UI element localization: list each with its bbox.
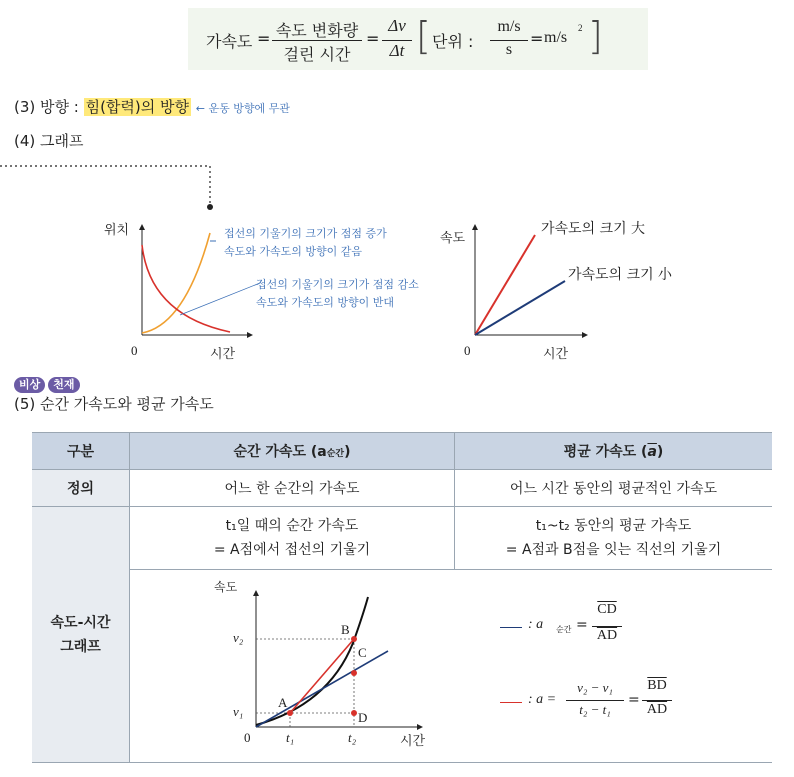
section-3 — [14, 96, 290, 117]
formula-unit-label: 단위 : — [432, 32, 474, 51]
badge-cheonjae: 천재 — [48, 377, 79, 393]
g1-xlabel: 시간 — [210, 347, 236, 362]
g3-label-b: B — [341, 622, 350, 637]
formula-num1: 속도 변화량 — [275, 21, 359, 40]
point-c — [351, 670, 357, 676]
g1-note2a: 접선의 기울기의 크기가 점점 감소 — [256, 278, 419, 291]
tangent-line — [256, 651, 388, 727]
formula-lhs: 가속도 — [206, 32, 253, 51]
g3-t2: t₂ — [348, 730, 357, 745]
row-definition-label: 정의 — [32, 470, 130, 507]
row-graph-label: 속도-시간 그래프 — [32, 507, 130, 763]
row-desc-instant: t₁일 때의 순간 가속도 = A점에서 접선의 기울기 — [130, 507, 455, 570]
legend-average: : a = v₂ − v₁ t₂ − t₁ = $\overline{BD}$ $\overline{AD}$ — [500, 678, 760, 738]
velocity-curve — [256, 597, 368, 725]
table-header-category: 구분 — [32, 433, 130, 470]
row-definition-instant: 어느 한 순간의 가속도 — [130, 470, 455, 507]
table-header-instant: 순간 가속도 (a순간) — [130, 433, 455, 470]
point-a — [287, 710, 293, 716]
g2-ylabel: 속도 — [440, 231, 466, 246]
g2-label-big: 가속도의 크기 大 — [541, 221, 646, 237]
g1-note1a: 접선의 기울기의 크기가 점점 증가 — [224, 227, 387, 240]
row-definition-average: 어느 시간 동안의 평균적인 가속도 — [455, 470, 773, 507]
small-acceleration-line — [475, 281, 565, 335]
g3-t1: t₁ — [286, 730, 295, 745]
badge-bisang: 비상 — [14, 377, 45, 393]
g1-note2b: 속도와 가속도의 방향이 반대 — [256, 296, 395, 309]
g2-label-small: 가속도의 크기 小 — [568, 267, 673, 283]
g2-xlabel: 시간 — [543, 347, 569, 362]
g3-v2: v₂ — [233, 630, 244, 645]
formula-den1: 걸린 시간 — [283, 45, 351, 64]
point-b — [351, 636, 357, 642]
g1-note1 — [224, 225, 387, 261]
g3-v1: v₁ — [233, 704, 244, 719]
g3-ylabel: 속도 — [214, 580, 238, 594]
increasing-slope-curve — [142, 233, 210, 333]
g3-label-c: C — [358, 645, 367, 660]
section-3-note: ← 운동 방향에 무관 — [195, 102, 290, 115]
section-4-title: (4) 그래프 — [14, 132, 84, 150]
g2-origin: 0 — [464, 343, 471, 358]
section-3-highlight: 힘(합력)의 방향 — [85, 98, 190, 116]
instant-vs-average-graph — [228, 585, 428, 745]
formula-unit-exp: 2 — [578, 23, 583, 33]
legend-instant: : a 순간 = $\overline{CD}$ $\overline{AD}$ — [500, 600, 760, 660]
g1-ylabel: 위치 — [104, 223, 130, 238]
row-desc-average: t₁~t₂ 동안의 평균 가속도 = A점과 B점을 잇는 직선의 기울기 — [455, 507, 773, 570]
g1-origin: 0 — [131, 343, 138, 358]
acceleration-formula: 가속도 = 속도 변화량 걸린 시간 = Δv Δt [ 단위 : m/s s = m/s 2 ] — [206, 14, 603, 64]
section-5-title: (5) 순간 가속도와 평균 가속도 — [14, 395, 214, 413]
g3-xlabel: 시간 — [400, 734, 426, 749]
formula-unit-res: m/s — [544, 29, 568, 46]
dotted-connector — [0, 150, 230, 220]
g3-origin: 0 — [244, 730, 251, 745]
g1-note2 — [256, 276, 419, 312]
formula-unit-num: m/s — [497, 18, 521, 35]
formula-unit-den: s — [505, 41, 513, 58]
g3-label-d: D — [358, 710, 368, 725]
decreasing-slope-curve — [142, 245, 230, 332]
point-d — [351, 710, 357, 716]
g3-label-a: A — [278, 695, 288, 710]
section-3-prefix: (3) 방향 : — [14, 98, 84, 116]
section-5-badges — [14, 373, 83, 393]
formula-num2: Δv — [388, 16, 406, 35]
table-header-average: 평균 가속도 $(\overline{a})$ — [455, 433, 773, 470]
g1-note1b: 속도와 가속도의 방향이 같음 — [224, 245, 363, 258]
formula-den2: Δt — [389, 41, 405, 60]
large-acceleration-line — [475, 235, 535, 335]
